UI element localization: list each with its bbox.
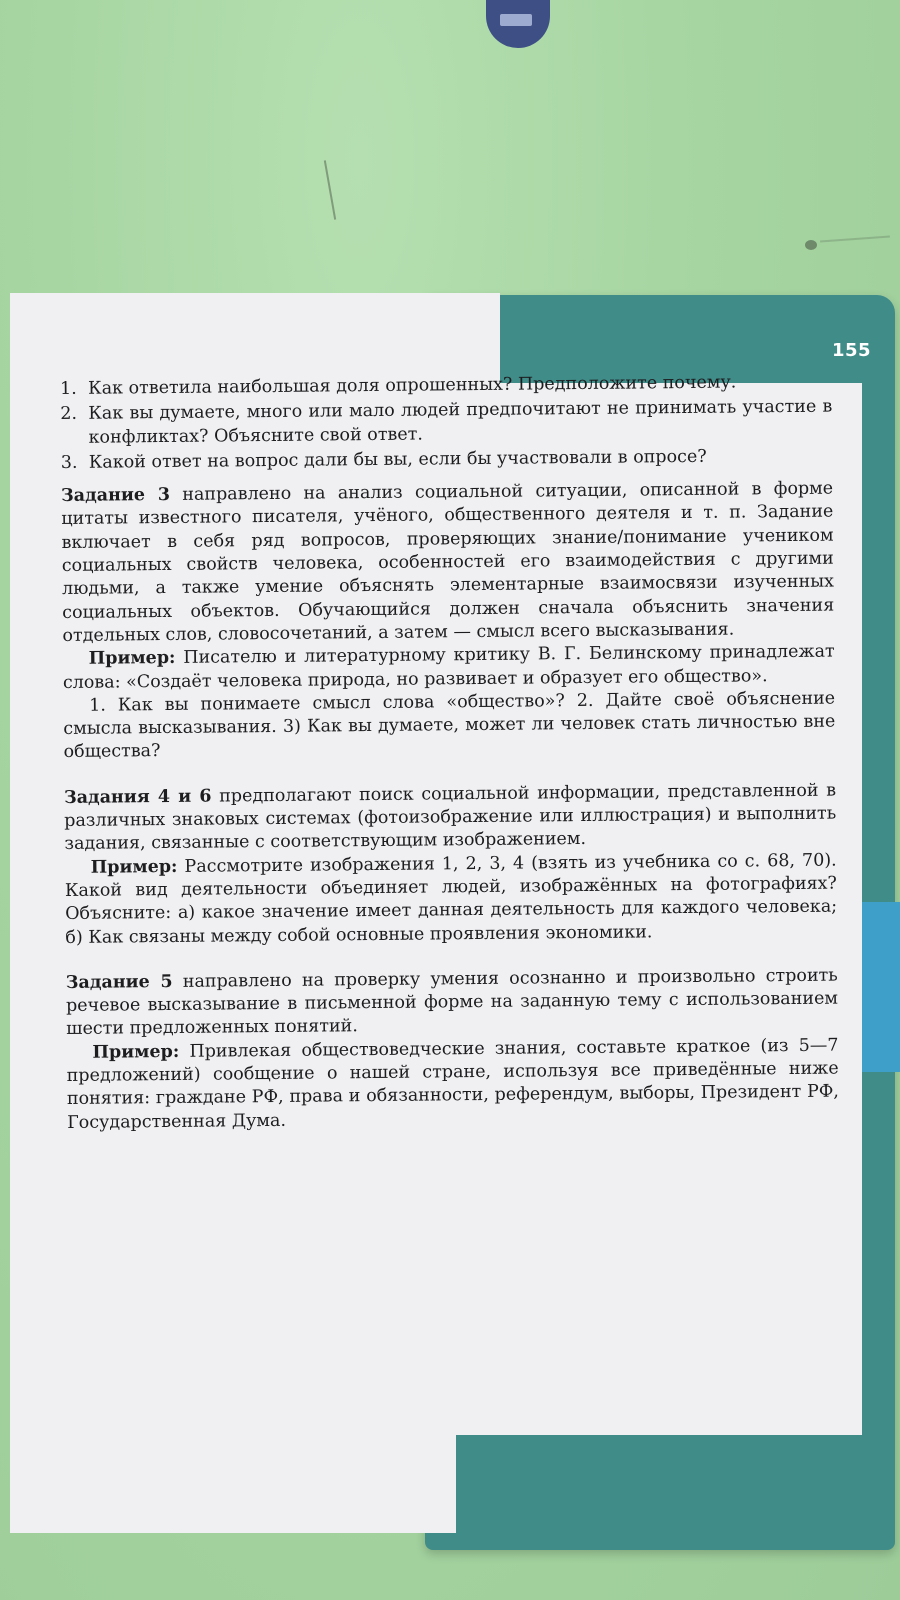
task5-example-text: Привлекая обществоведческие знания, составьте краткое (из 5—7 предложений) сообщение о нашей стране, используя все приведённые ниже понятия: граждане РФ, права и обязанности, референдум, выборы, Президент РФ, Государственная Дума. <box>66 1035 839 1133</box>
task46-example-lead: Пример: <box>90 856 178 878</box>
task5-lead: Задание 5 <box>65 971 173 993</box>
question-text: Как вы думаете, много или мало людей предпочитают не принимать участие в конфликтах? Объясните свой ответ. <box>88 396 833 448</box>
task3-example-text: Писателю и литературному критику В. Г. Белинскому принадлежат слова: «Создаёт человека природа, но развивает и образует его общество». <box>62 641 835 693</box>
task3-text: направлено на анализ социальной ситуации, описанной в форме цитаты известного писателя, учёного, общественного деятеля и т. п. Задание включает в себя ряд вопросов, проверяющих знание/понимание учеником социальных свойств человека, особенностей его взаимодействия с другими людьми, а также умение объяснять элементарные взаимосвязи изученных социальных объектов. Обучающийся должен сначала объяснить значения отдельных слов, словосочетаний, а затем — смысл всего высказывания. <box>61 478 835 646</box>
task46-example-text: Рассмотрите изображения 1, 2, 3, 4 (взять из учебника со с. 68, 70). Какой вид деятельности объединяет людей, изображённых на фотографиях? Объясните: а) какое значение имеет данная деятельность для каждого человека; б) Как связаны между собой основные проявления экономики. <box>64 850 838 948</box>
task5-example-lead: Пример: <box>92 1041 180 1063</box>
questions-list <box>60 371 833 476</box>
page-number: 155 <box>832 340 872 361</box>
question-text: Какой ответ на вопрос дали бы вы, если бы участвовали в опросе? <box>88 446 707 473</box>
task5-text: направлено на проверку умения осознанно и произвольно строить речевое высказывание в письменной форме на заданную тему с использованием шести предложенных понятий. <box>65 965 839 1040</box>
task3-example <box>63 641 835 695</box>
question-text: Как ответила наибольшая доля опрошенных? Предположите почему. <box>88 372 737 399</box>
task46-paragraph <box>64 779 837 856</box>
task46-text: предполагают поиск социальной информации, представленной в различных знаковых системах (фотоизображение или иллюстрация) и выполнить задания, связанные с соответствующим изображением. <box>64 780 837 855</box>
task46-example <box>65 849 838 950</box>
task5-example <box>66 1034 839 1135</box>
task3-example-questions: 1. Как вы понимаете смысл слова «общество»? 2. Дайте своё объяснение смысла высказывания. 3) Как вы думаете, может ли человек стать личностью вне общества? <box>63 688 836 763</box>
page-content <box>60 371 839 1135</box>
task5-paragraph <box>66 964 839 1041</box>
task3-example-lead: Пример: <box>88 648 176 670</box>
question-number: 2. <box>60 404 78 425</box>
task3-lead: Задание 3 <box>61 485 171 507</box>
question-number: 1. <box>60 378 77 399</box>
question-item <box>60 396 832 450</box>
question-number: 3. <box>60 452 78 473</box>
task3-paragraph <box>61 478 835 648</box>
question-item <box>61 444 833 475</box>
task46-lead: Задания 4 и 6 <box>63 786 212 808</box>
table-mark <box>805 240 817 250</box>
